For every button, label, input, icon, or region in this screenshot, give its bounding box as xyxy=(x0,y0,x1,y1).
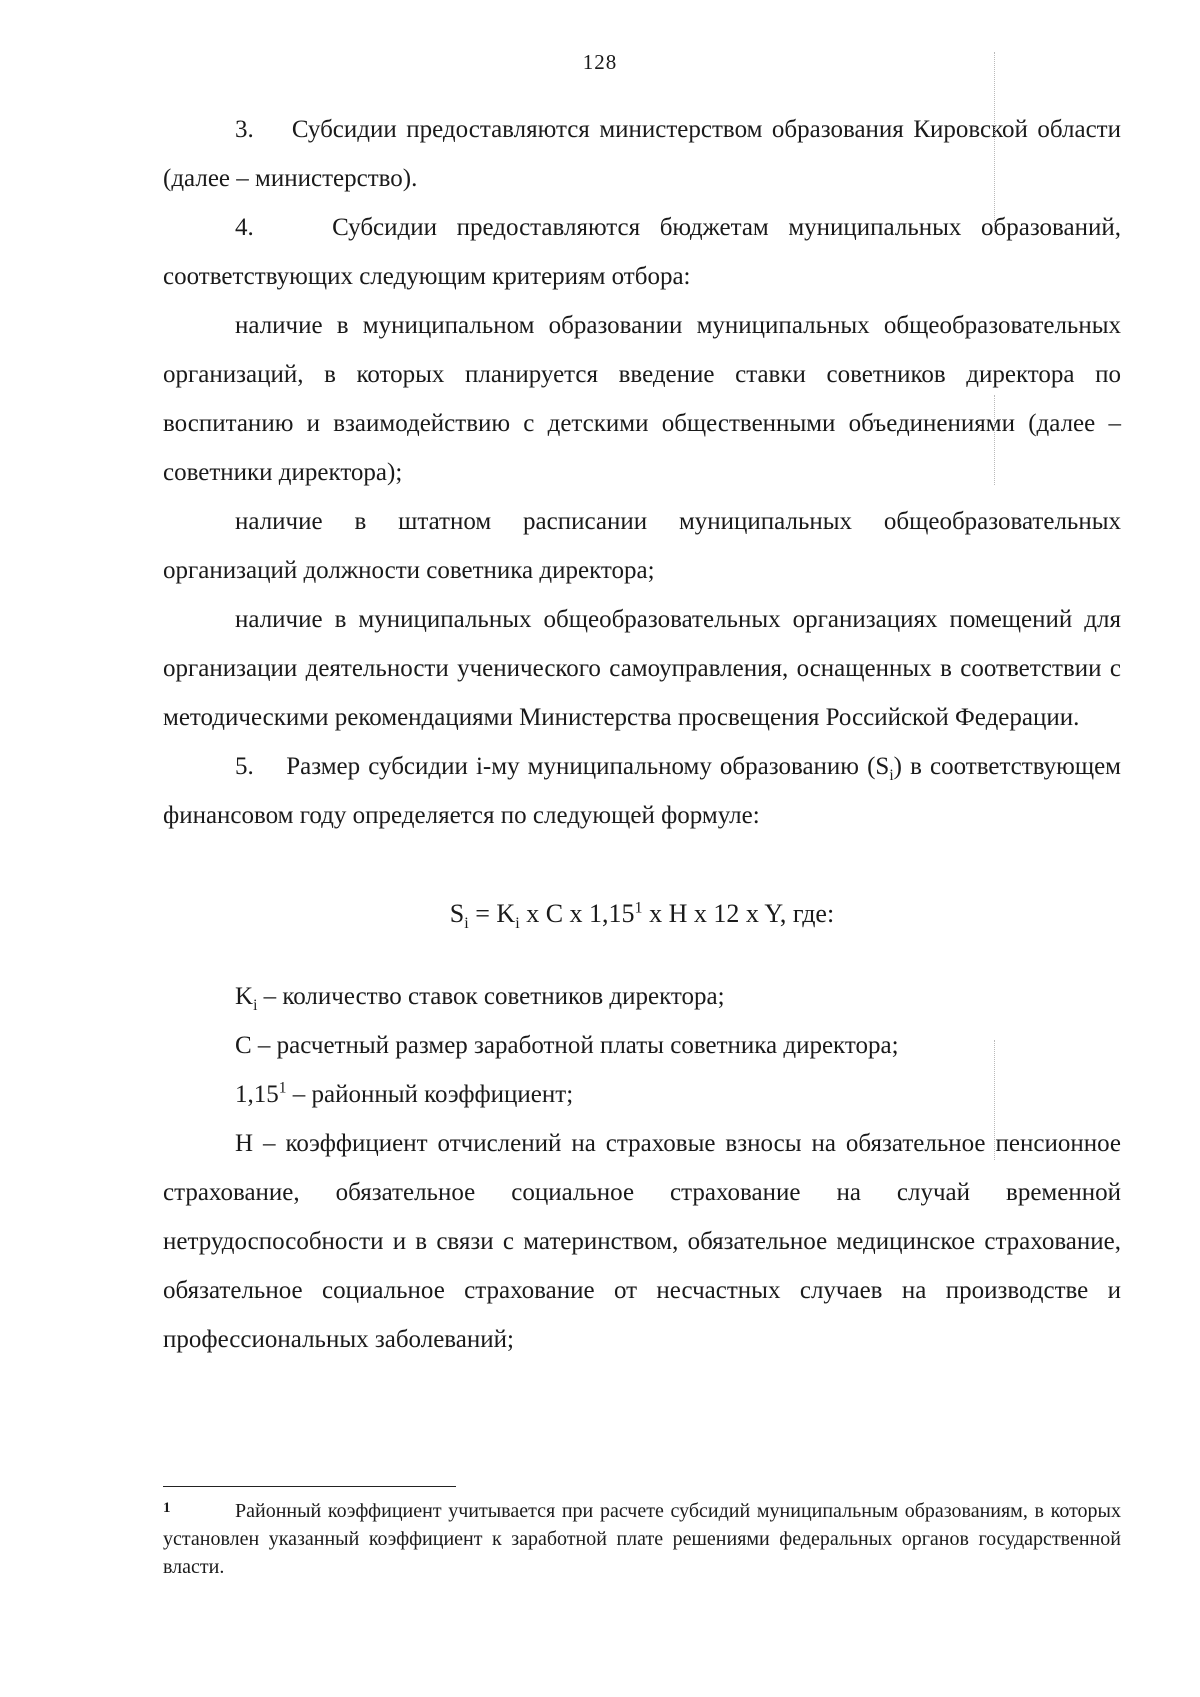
criterion-3: наличие в муниципальных общеобразовательных организациях помещений для организации деятельности ученического самоуправления, оснащенных в соответствии с методическими рекомендациями Министерства просвещения Российской Федерации. xyxy=(163,606,1121,731)
subsidy-formula xyxy=(163,889,1121,938)
formula-mid: x C x 1,15 xyxy=(519,899,635,928)
definition-h: H – коэффициент отчислений на страховые взносы на обязательное пенсионное страхование, обязательное социальное страхование на случай временной нетрудоспособности и в связи с материнством, обязательное медицинское страхование, обязательное социальное страхование от несчастных случаев на производстве и профессиональных заболеваний; xyxy=(163,1130,1121,1353)
formula-tail: x H x 12 x Y, где: xyxy=(642,899,835,928)
paragraph-5-text-a: 5. Размер субсидии i-му муниципальному образованию (S xyxy=(235,753,890,780)
definition-k-subscript: i xyxy=(253,997,258,1014)
definition-k-text: – количество ставок советников директора; xyxy=(257,983,725,1010)
definition-k-symbol: K xyxy=(235,983,254,1010)
footnote-marker: 1 xyxy=(163,1500,171,1516)
formula-k-subscript: i xyxy=(515,915,520,933)
scan-artifact-line xyxy=(994,52,995,232)
paragraph-3: 3. Субсидии предоставляются министерством образования Кировской области (далее – министерство). xyxy=(163,116,1121,192)
paragraph-5-text-b: ) в соответствующем финансовом году определяется по следующей формуле: xyxy=(163,753,1121,829)
footnote-text: Районный коэффициент учитывается при расчете субсидий муниципальным образованиям, в которых установлен указанный коэффициент к заработной плате решениями федеральных органов государственной власти. xyxy=(163,1500,1121,1578)
paragraph-5 xyxy=(163,742,1121,840)
formula-s-subscript: i xyxy=(464,915,469,933)
criterion-1: наличие в муниципальном образовании муниципальных общеобразовательных организаций, в которых планируется введение ставки советников директора по воспитанию и взаимодействию с детскими общественными объединениями (далее – советники директора); xyxy=(163,312,1121,486)
definition-c: C – расчетный размер заработной платы советника директора; xyxy=(235,1032,899,1059)
formula-superscript: 1 xyxy=(634,899,643,917)
definition-k xyxy=(163,972,1121,1021)
scan-artifact-line xyxy=(994,395,995,485)
page-number: 128 xyxy=(582,50,618,74)
footnote-separator xyxy=(163,1486,456,1487)
definition-coefficient-value: 1,15 xyxy=(235,1081,279,1108)
paragraph-4: 4. Субсидии предоставляются бюджетам муниципальных образований, соответствующих следующим критериям отбора: xyxy=(163,214,1121,290)
definition-coefficient-superscript: 1 xyxy=(278,1079,287,1097)
formula-s: S xyxy=(449,899,465,928)
definition-coefficient xyxy=(163,1070,1121,1119)
scan-artifact-line xyxy=(994,1040,995,1160)
paragraph-5-subscript: i xyxy=(889,767,894,784)
footnote xyxy=(163,1497,1121,1581)
definition-coefficient-text: – районный коэффициент; xyxy=(286,1081,574,1108)
criterion-2: наличие в штатном расписании муниципальных общеобразовательных организаций должности советника директора; xyxy=(163,508,1121,584)
formula-eq-k: = K xyxy=(468,899,516,928)
body-text xyxy=(163,105,1121,1364)
